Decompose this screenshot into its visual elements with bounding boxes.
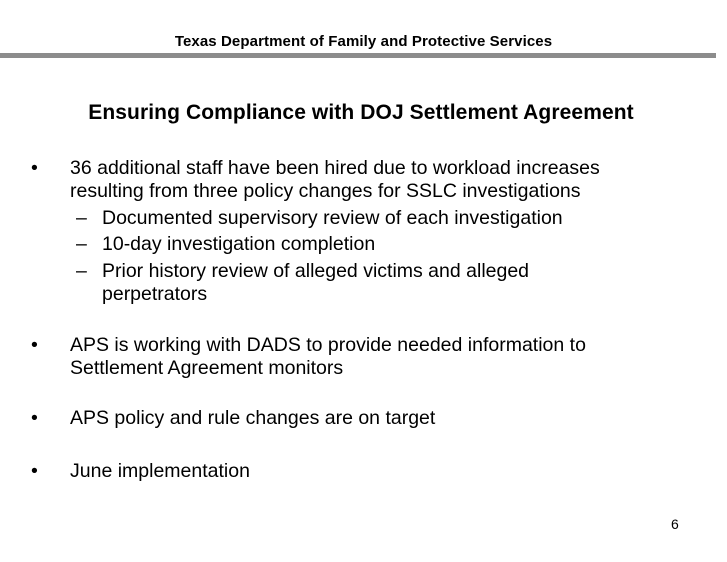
sub-bullet-marker: – <box>76 233 87 255</box>
sub-item-3-line-1: Prior history review of alleged victims and alleged <box>102 260 530 282</box>
sub-item-2: 10-day investigation completion <box>102 233 376 255</box>
sub-bullet-marker: – <box>76 260 87 282</box>
slide-title: Ensuring Compliance with DOJ Settlement Agreement <box>88 101 634 124</box>
sub-item-3-line-2: perpetrators <box>102 283 208 305</box>
sub-item-1: Documented supervisory review of each investigation <box>102 207 563 229</box>
page-number: 6 <box>671 516 679 532</box>
bullet-marker: • <box>31 334 38 356</box>
bullet-4-line-1: June implementation <box>70 460 250 482</box>
organization-header: Texas Department of Family and Protective Services <box>174 33 553 50</box>
bullet-marker: • <box>31 460 38 482</box>
bullet-marker: • <box>31 407 38 429</box>
bullet-marker: • <box>31 157 38 179</box>
bullet-1-line-2: resulting from three policy changes for SSLC investigations <box>70 180 581 202</box>
header-divider <box>0 53 716 58</box>
bullet-1-line-1: 36 additional staff have been hired due to workload increases <box>70 157 600 179</box>
bullet-2-line-2: Settlement Agreement monitors <box>70 357 344 379</box>
sub-bullet-marker: – <box>76 207 87 229</box>
bullet-2-line-1: APS is working with DADS to provide needed information to <box>70 334 586 356</box>
bullet-3-line-1: APS policy and rule changes are on target <box>70 407 436 429</box>
